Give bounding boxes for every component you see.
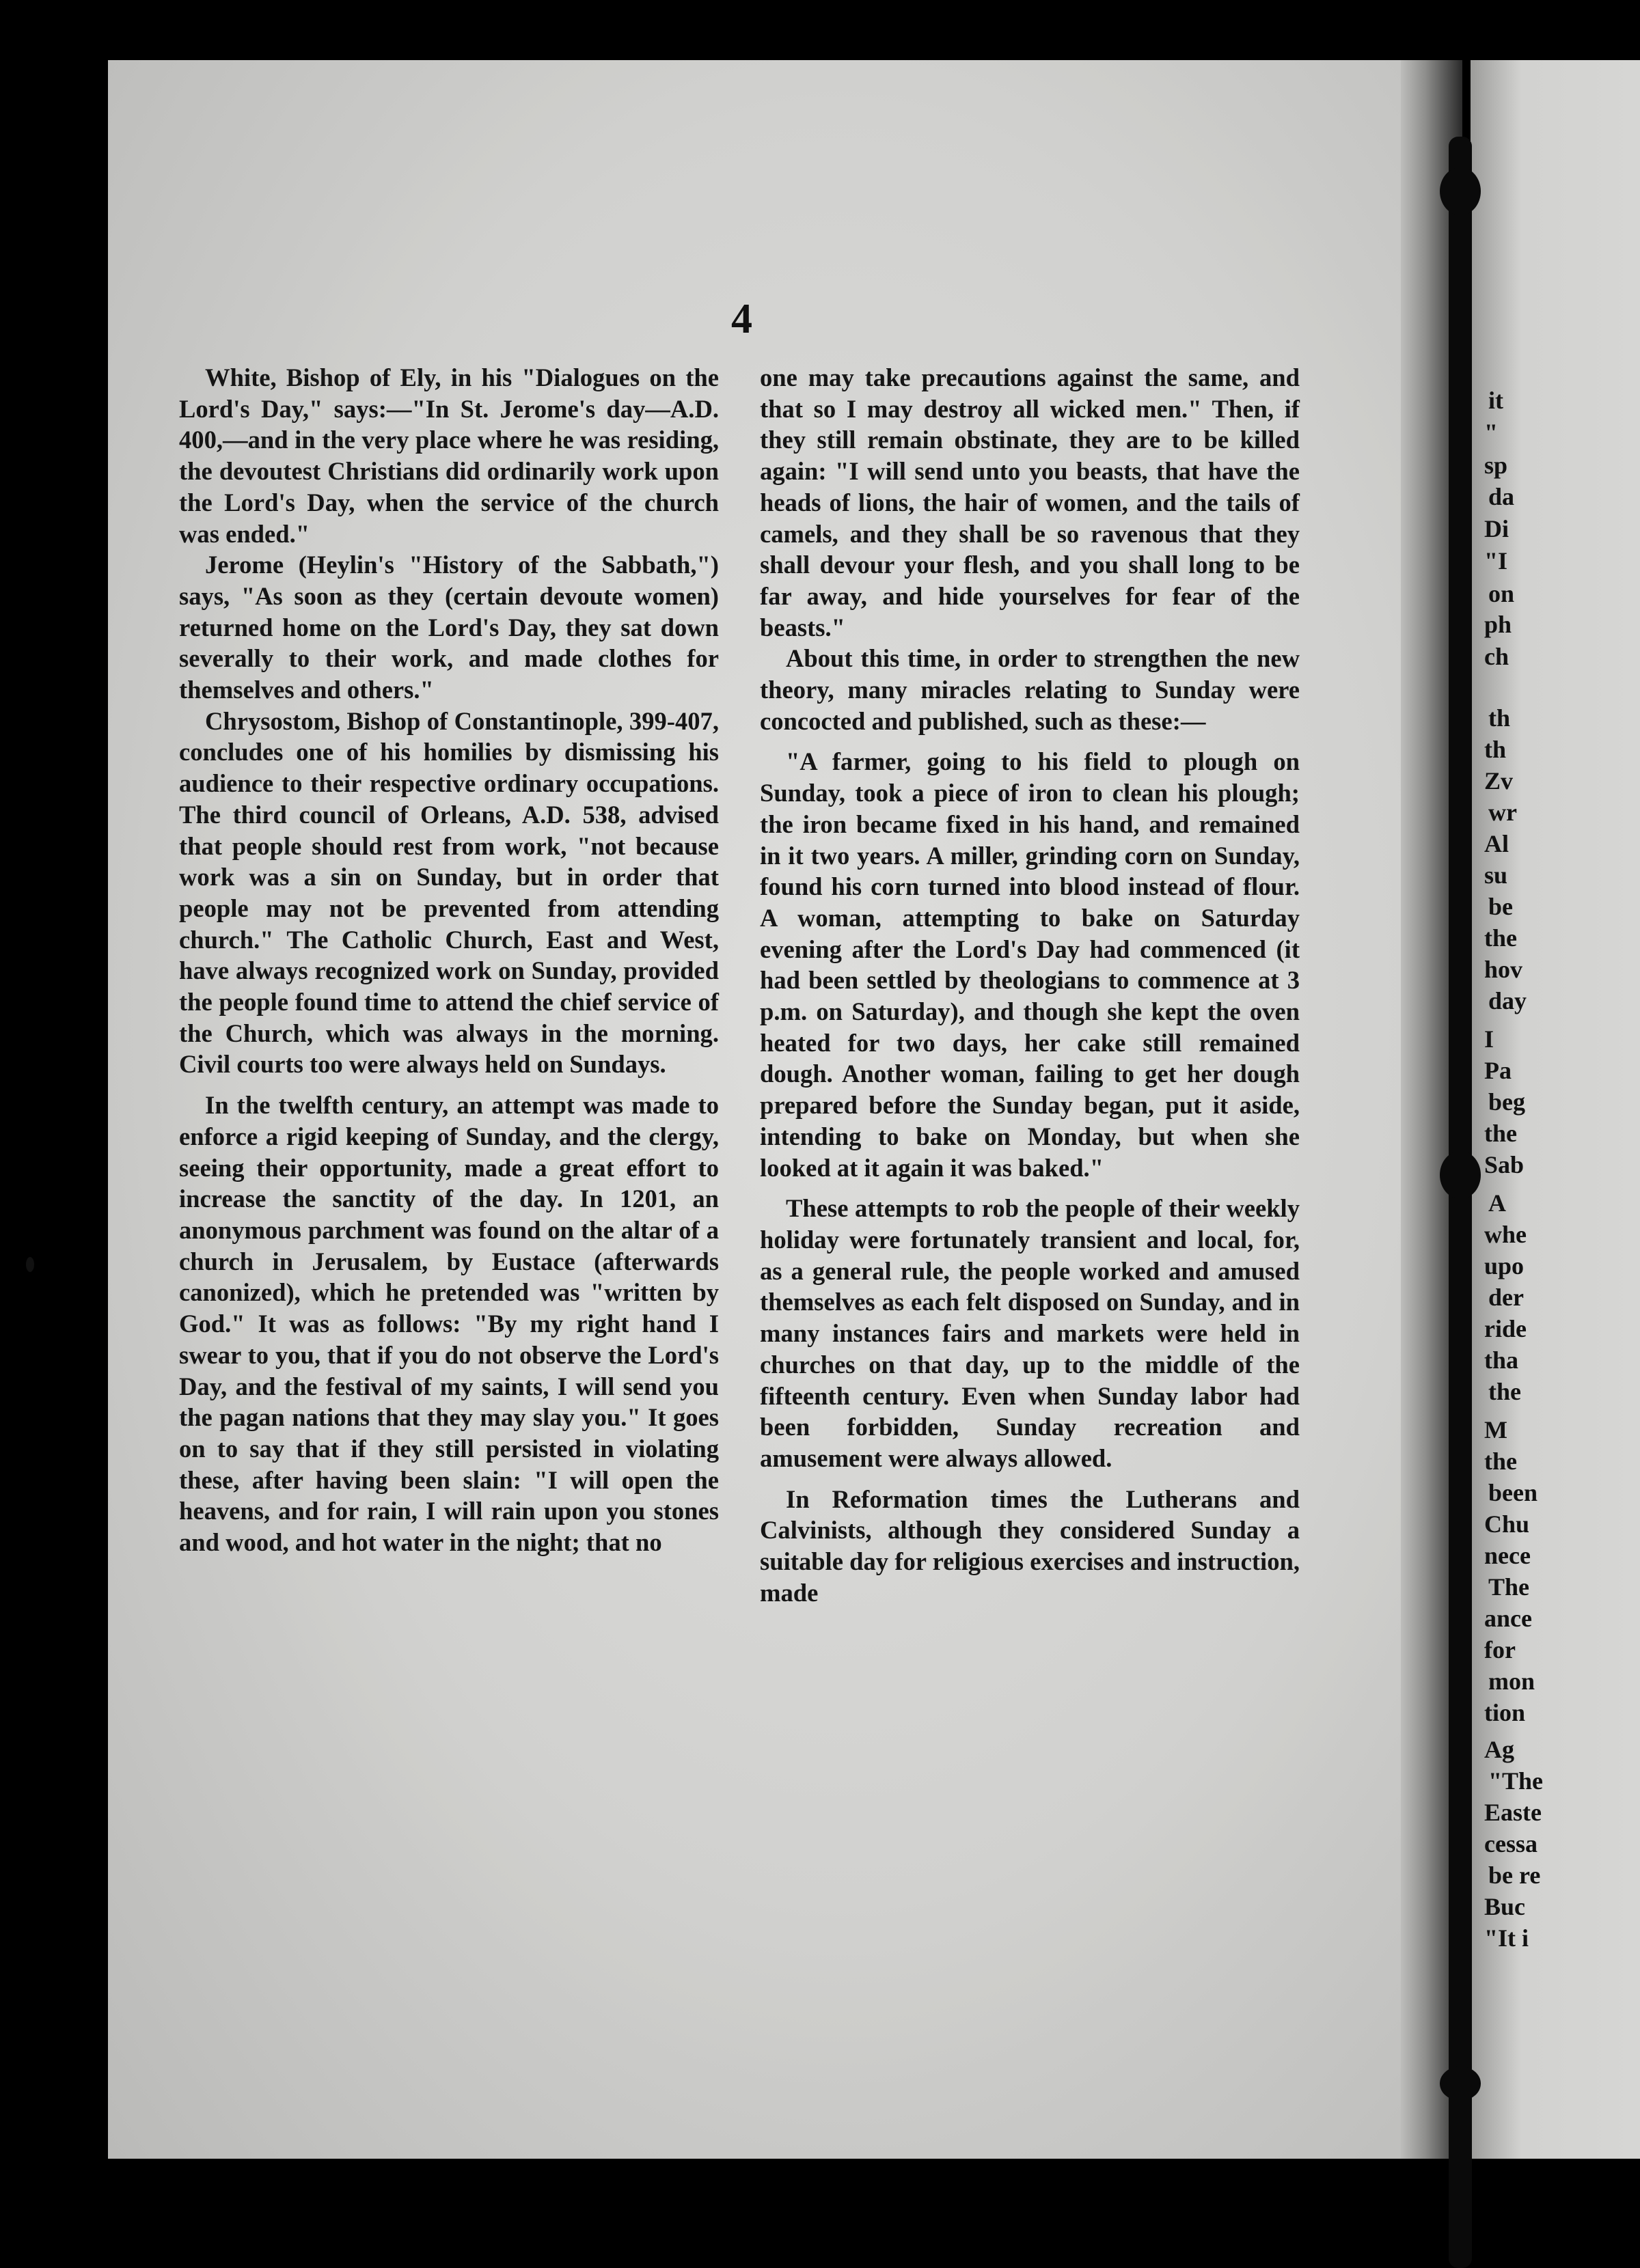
- paragraph: Jerome (Heylin's "History of the Sabbath,") says, "As soon as they (certain devoute women) returned home on the Lord's Day, they sat down severally to their work, and made clothes for themselves and others.": [179, 551, 719, 704]
- facing-page-fragment: Chu: [1484, 1510, 1530, 1538]
- facing-page-fragment: mon: [1488, 1668, 1535, 1695]
- facing-page-fragment: it: [1488, 387, 1503, 414]
- facing-page-fragment: A: [1488, 1189, 1506, 1217]
- binding-knot: [1440, 1151, 1481, 1199]
- paragraph: These attempts to rob the people of their weekly holiday were fortunately transient and local, for, as a general rule, the people worked and amused themselves as each felt disposed on Sunday, and in many instances fairs and markets were held in churches on that day, up to the middle of the fifteenth century. Even when Sunday labor had been forbidden, Sunday recreation and amusement were always allowed.: [760, 1194, 1300, 1472]
- facing-page-fragment: Pa: [1484, 1057, 1512, 1084]
- facing-page-fragment: Zv: [1484, 767, 1514, 794]
- left-column: [179, 362, 719, 1558]
- binding-knot: [1440, 2066, 1481, 2101]
- facing-page-fragment: for: [1484, 1636, 1516, 1663]
- facing-page-fragment: nece: [1484, 1542, 1531, 1569]
- paragraph: White, Bishop of Ely, in his "Dialogues on the Lord's Day," says:—"In St. Jerome's day—A.D. 400,—and in the very place where he was residing, the devoutest Christians did ordinarily work upon the Lord's Day, when the service of the church was ended.": [179, 363, 719, 548]
- facing-page-fragment: M: [1484, 1416, 1507, 1443]
- right-column: [760, 362, 1300, 1608]
- facing-page-fragment: day: [1488, 987, 1527, 1014]
- paragraph: one may take precautions against the same, and that so I may destroy all wicked men." Then, if they still remain obstinate, they are to be killed again: "I will send unto you beasts, that have the heads of lions, the hair of women, and the tails of camels, and they shall be so ravenous that they shall devour your flesh, and you shall long to be far away, and hide yourselves for fear of the beasts.": [760, 363, 1300, 641]
- facing-page-fragment: the: [1484, 1448, 1517, 1475]
- facing-page-fragment: Ag: [1484, 1736, 1514, 1763]
- facing-page-fragment: whe: [1484, 1221, 1527, 1248]
- page-number: 4: [731, 296, 752, 342]
- paragraph: Chrysostom, Bishop of Constantinople, 399-407, concludes one of his homilies by dismissing his audience to their respective ordinary occupations. The third council of Orleans, A.D. 538, advised that people should rest from work, "not because work was a sin on Sunday, but in order that people may not be prevented from attending church." The Catholic Church, East and West, have always recognized work on Sunday, provided the people found time to attend the chief service of the Church, which was always in the morning. Civil courts too were always held on Sundays.: [179, 706, 719, 1079]
- facing-page-fragment: "I: [1484, 547, 1507, 575]
- facing-page-fragment: sp: [1484, 452, 1508, 479]
- facing-page-fragment: ride: [1484, 1315, 1527, 1342]
- facing-page-fragment: I: [1484, 1025, 1494, 1053]
- facing-page-fragment: tha: [1484, 1346, 1519, 1374]
- facing-page-fragment: the: [1484, 924, 1517, 952]
- facing-page-fragment: der: [1488, 1284, 1524, 1311]
- facing-page-fragment: ": [1484, 419, 1498, 446]
- facing-page-fragment: th: [1488, 704, 1511, 732]
- binding-knot: [1440, 167, 1481, 215]
- facing-page-fragment: the: [1484, 1120, 1517, 1147]
- facing-page-fragment: "It i: [1484, 1924, 1529, 1952]
- facing-page-fragment: ch: [1484, 643, 1509, 670]
- ink-speck: [26, 1257, 34, 1272]
- facing-page-fragment: Sab: [1484, 1151, 1525, 1178]
- facing-page-fragment: cessa: [1484, 1830, 1538, 1857]
- facing-page-fragment: Al: [1484, 830, 1509, 857]
- binding-edge: [1449, 137, 1472, 2268]
- paragraph: About this time, in order to strengthen the new theory, many miracles relating to Sunday were concocted and published, such as these:—: [760, 644, 1300, 735]
- facing-page-fragment: beg: [1488, 1088, 1525, 1116]
- paragraph: "A farmer, going to his field to plough on Sunday, took a piece of iron to clean his plough; the iron became fixed in his hand, and remained in it two years. A miller, grinding corn on Sunday, found his corn turned into blood instead of flour. A woman, attempting to bake on Saturday evening after the Lord's Day had commenced (it had been settled by theologians to commence at 3 p.m. on Saturday), and though she kept the oven heated for two days, her cake still remained dough. Another woman, failing to get her dough prepared before the Sunday began, put it aside, intending to bake on Monday, but when she looked at it again it was baked.": [760, 747, 1300, 1182]
- facing-page-fragment: hov: [1484, 956, 1523, 983]
- facing-page-fragment: on: [1488, 580, 1515, 607]
- facing-page-fragment: Easte: [1484, 1799, 1542, 1826]
- facing-page-fragment: ph: [1484, 611, 1512, 638]
- facing-page-fragment: Di: [1484, 515, 1509, 542]
- paragraph: In the twelfth century, an attempt was made to enforce a rigid keeping of Sunday, and the clergy, seeing their opportunity, made a great effort to increase the sanctity of the day. In 1201, an anonymous parchment was found on the altar of a church in Jerusalem, by Eustace (afterwards canonized), which he pretended was "written by God." It was as follows: "By my right hand I swear to you, that if you do not observe the Lord's Day, and the festival of my saints, I will send you the pagan nations that they may slay you." It goes on to say that if they still persisted in violating these, after having been slain: "I will open the heavens, and for rain, I will rain upon you stones and wood, and hot water in the night; that no: [179, 1091, 719, 1557]
- facing-page-fragment: been: [1488, 1479, 1538, 1506]
- facing-page-fragment: tion: [1484, 1699, 1526, 1726]
- facing-page-fragment: ance: [1484, 1605, 1532, 1632]
- facing-page-fragment: be re: [1488, 1862, 1541, 1889]
- facing-page-fragment: wr: [1488, 799, 1517, 826]
- facing-page-fragment: da: [1488, 483, 1515, 510]
- facing-page-fragment: Buc: [1484, 1893, 1526, 1920]
- facing-page-fragment: "The: [1488, 1767, 1543, 1795]
- facing-page-fragment: be: [1488, 893, 1513, 920]
- facing-page-fragment: su: [1484, 861, 1508, 889]
- facing-page-fragment: upo: [1484, 1252, 1525, 1280]
- facing-page-fragment: The: [1488, 1573, 1530, 1601]
- paragraph: In Reformation times the Lutherans and Calvinists, although they considered Sunday a suitable day for religious exercises and instruction, made: [760, 1484, 1300, 1607]
- facing-page-fragment: the: [1488, 1378, 1521, 1405]
- facing-page-fragment: th: [1484, 736, 1507, 763]
